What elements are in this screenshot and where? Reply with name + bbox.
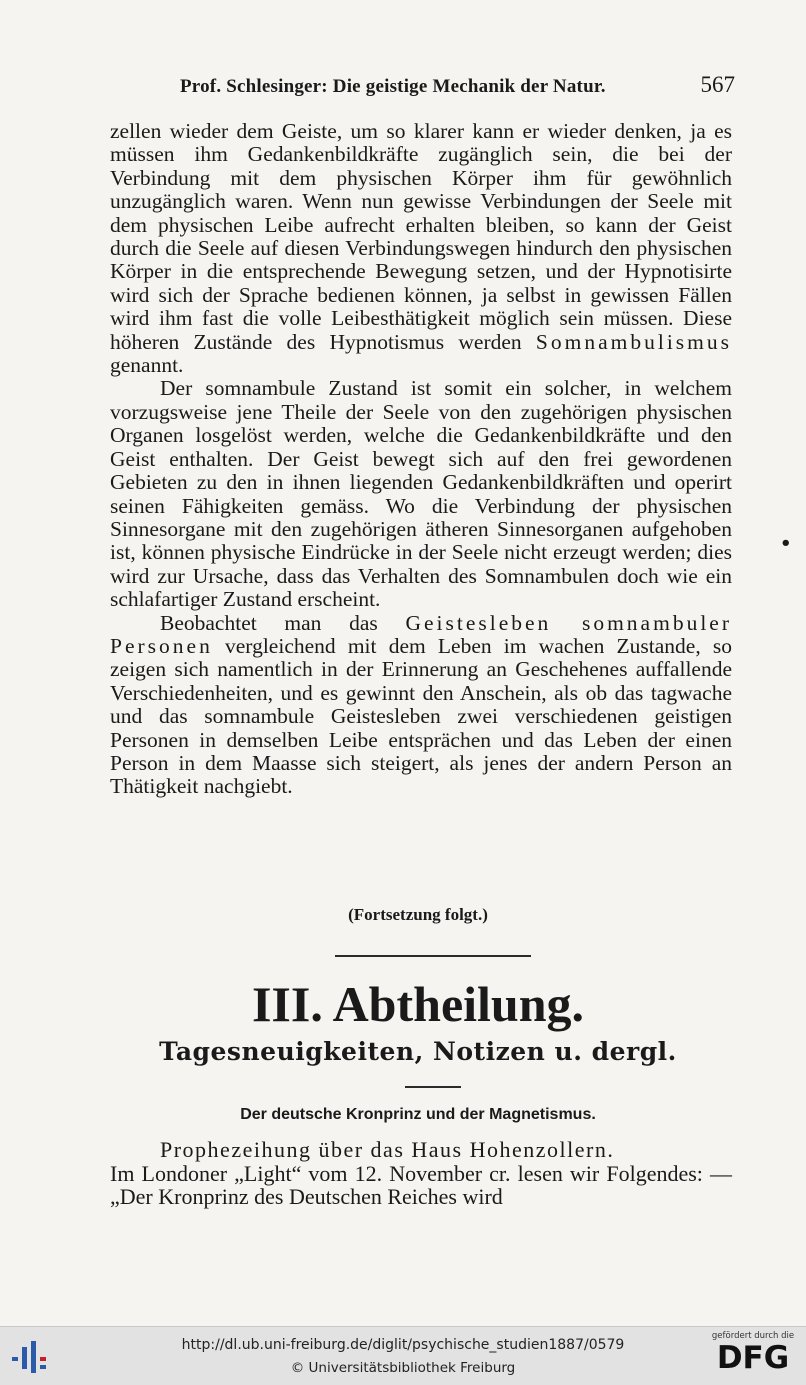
- dfg-logo-text: DFG: [716, 1340, 790, 1376]
- source-url-link[interactable]: http://dl.ub.uni-freiburg.de/diglit/psychische_studien1887/0579: [181, 1337, 625, 1353]
- section-subheading: Tagesneuigkeiten, Notizen u. dergl.: [159, 1037, 677, 1066]
- short-divider-rule: [405, 1086, 461, 1088]
- spaced-term-somnambulismus: Somnambulismus: [535, 329, 733, 354]
- body-text: [110, 120, 732, 799]
- paragraph-3: Beobachtet man das Geistesleben somnambuler Personen vergleichend mit dem Leben im wachen Zustande, so zeigen sich namentlich in der Erinnerung an Geschehenes auffallende Verschiedenheiten, und es gewinnt den Anschein, als ob das tagwache und das somnambule Geistesleben zwei verschiedenen geistigen Personen in demselben Leibe entsprächen und das Leben der einen Person in dem Maasse sich steigert, als jenes der andern Person an Thätigkeit nachgiebt.: [110, 610, 733, 799]
- article-text: Im Londoner „Light“ vom 12. November cr. lesen wir Folgendes: — „Der Kronprinz des Deutschen Reiches wird: [110, 1160, 732, 1209]
- section-heading: III. Abtheilung.: [251, 976, 585, 1032]
- article-body: [110, 1138, 732, 1209]
- article-title: Der deutsche Kronprinz und der Magnetismus.: [240, 1106, 596, 1123]
- continuation-note: (Fortsetzung folgt.): [348, 905, 488, 924]
- spaced-term-geistesleben: Geistesleben somnambuler Personen: [110, 610, 733, 658]
- article-lead: Prophezeihung über das Haus Hohenzollern.: [160, 1137, 615, 1162]
- paragraph-1: zellen wieder dem Geiste, um so klarer kann er wieder denken, ja es müssen ihm Gedankenbildkräfte zugänglich sein, die bei der Verbindung mit dem physischen Körper ihm für gewöhnlich unzugänglich waren. Wenn nun gewisse Verbindungen der Seele mit dem physischen Leibe aufrecht erhalten bleiben, so kann der Geist durch die Seele auf diesen Verbindungswegen hindurch den physischen Körper in die entsprechende Bewegung setzen, und der Hypnotisirte wird sich der Sprache bedienen können, ja selbst in gewissen Fällen wird ihm fast die volle Leibesthätigkeit möglich sein müssen. Diese höheren Zustände des Hypnotismus werden Somnambulismus genannt.: [110, 119, 733, 378]
- paragraph-2: Der somnambule Zustand ist somit ein solcher, in welchem vorzugsweise jene Theile der Seele von den zugehörigen physischen Organen losgelöst werden, welche die Gedankenbildkräfte und den Geist enthalten. Der Geist bewegt sich auf den frei gewordenen Gebieten zu den in ihnen liegenden Gedankenbildkräften und operirt seinen Fähigkeiten gemäss. Wo die Verbindung der physischen Sinnesorgane mit den zugehörigen ätheren Sinnesorganen aufgehoben ist, können physische Eindrücke in der Seele nicht erzeugt werden; dies wird zur Ursache, dass das Verhalten des Somnambulen doch wie ein schlafartiger Zustand erscheint.: [110, 376, 732, 612]
- footer-bar: [0, 1326, 806, 1385]
- running-title: Prof. Schlesinger: Die geistige Mechanik der Natur.: [180, 76, 606, 97]
- divider-rule: [335, 955, 531, 957]
- page-number: 567: [700, 72, 735, 97]
- margin-mark: •: [780, 533, 792, 554]
- dfg-logo: [708, 1331, 798, 1381]
- copyright-notice: © Universitätsbibliothek Freiburg: [290, 1360, 516, 1376]
- dfg-caption: gefördert durch die: [711, 1331, 795, 1341]
- running-head: [180, 72, 735, 98]
